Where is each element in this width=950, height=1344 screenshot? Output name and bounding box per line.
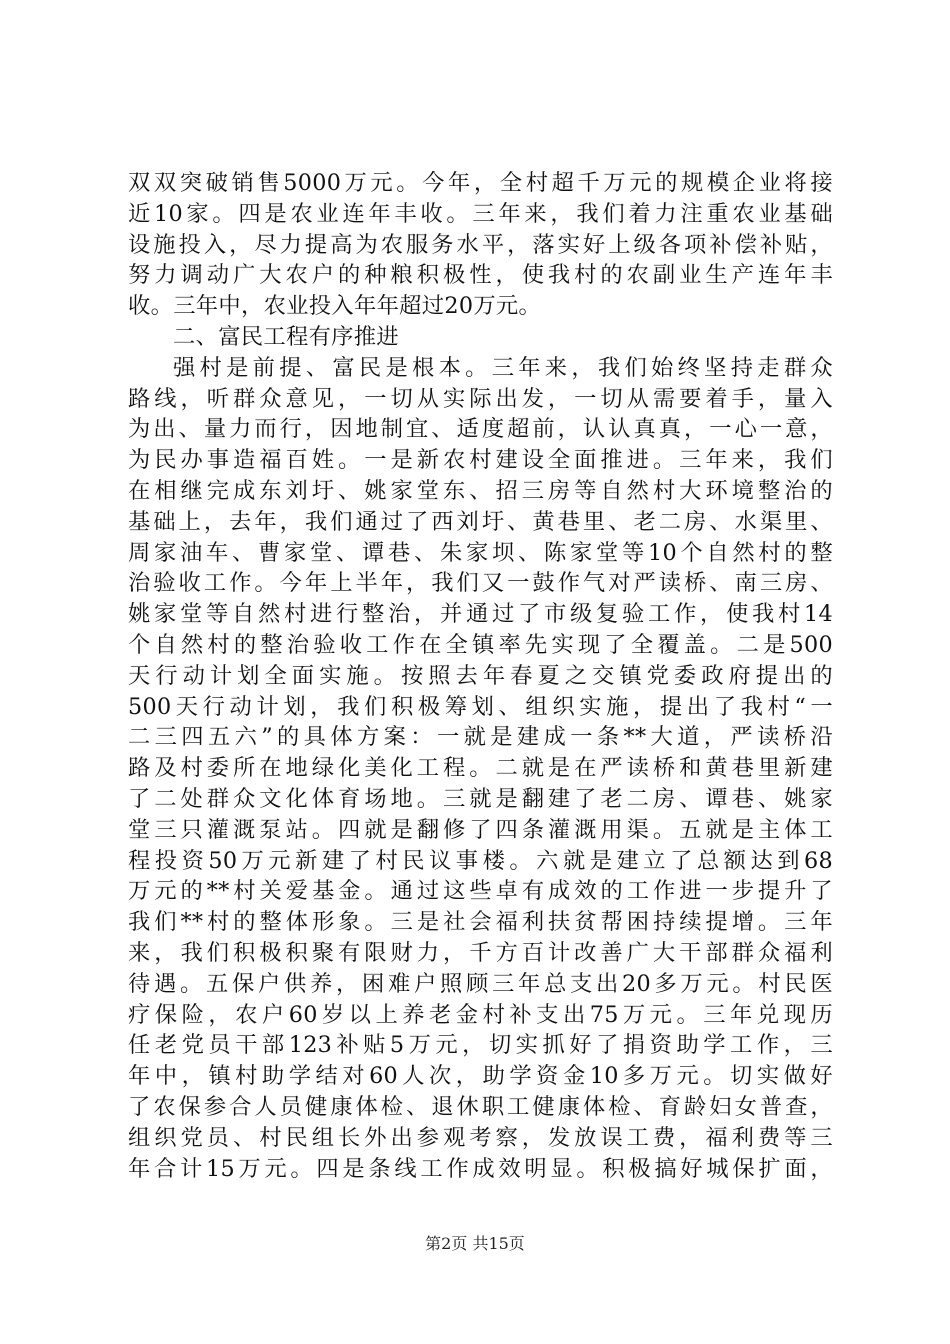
text-line: 了二处群众文化体育场地。三就是翻建了老二房、谭巷、姚家	[128, 785, 833, 812]
text-line: 来，我们积极积聚有限财力，千方百计改善广大干部群众福利	[128, 939, 833, 966]
text-line: 收。三年中，农业投入年年超过20万元。	[128, 293, 542, 320]
page-number-footer: 第2页 共15页	[425, 1234, 525, 1253]
text-line: 为出、量力而行，因地制宜、适度超前，认认真真，一心一意，	[128, 416, 833, 443]
text-line: 个自然村的整治验收工作在全镇率先实现了全覆盖。二是500	[128, 631, 833, 658]
text-line: 年中，镇村助学结对60人次，助学资金10多万元。切实做好	[128, 1063, 833, 1090]
text-line: 为民办事造福百姓。一是新农村建设全面推进。三年来，我们	[128, 447, 833, 474]
text-line: 设施投入，尽力提高为农服务水平，落实好上级各项补偿补贴，	[128, 231, 833, 258]
text-line: 程投资50万元新建了村民议事楼。六就是建立了总额达到68	[128, 847, 833, 874]
text-line: 路线，听群众意见，一切从实际出发，一切从需要着手，量入	[128, 385, 833, 412]
document-body	[128, 168, 833, 1184]
text-line: 周家油车、曹家堂、谭巷、朱家坝、陈家堂等10个自然村的整	[128, 539, 833, 566]
text-line: 近10家。四是农业连年丰收。三年来，我们着力注重农业基础	[128, 200, 833, 227]
text-line: 任老党员干部123补贴5万元，切实抓好了捐资助学工作，三	[128, 1032, 833, 1059]
text-line: 在相继完成东刘圩、姚家堂东、招三房等自然村大环境整治的	[128, 477, 833, 504]
section-heading: 二、富民工程有序推进	[173, 323, 399, 350]
text-line: 路及村委所在地绿化美化工程。二就是在严读桥和黄巷里新建	[128, 755, 833, 782]
text-line: 姚家堂等自然村进行整治，并通过了市级复验工作，使我村14	[128, 601, 833, 628]
text-line: 堂三只灌溉泵站。四就是翻修了四条灌溉用渠。五就是主体工	[128, 816, 833, 843]
text-line: 待遇。五保户供养，困难户照顾三年总支出20多万元。村民医	[128, 970, 833, 997]
text-line: 努力调动广大农户的种粮积极性，使我村的农副业生产连年丰	[128, 262, 833, 289]
text-line: 二三四五六”的具体方案：一就是建成一条**大道，严读桥沿	[128, 724, 833, 751]
text-line: 我们**村的整体形象。三是社会福利扶贫帮困持续提增。三年	[128, 909, 833, 936]
text-line: 双双突破销售5000万元。今年，全村超千万元的规模企业将接	[128, 170, 833, 196]
text-line: 强村是前提、富民是根本。三年来，我们始终坚持走群众	[173, 354, 833, 381]
text-line: 基础上，去年，我们通过了西刘圩、黄巷里、老二房、水渠里、	[128, 508, 833, 535]
text-line: 疗保险，农户60岁以上养老金村补支出75万元。三年兑现历	[128, 1001, 833, 1028]
text-line: 组织党员、村民组长外出参观考察，发放误工费，福利费等三	[128, 1124, 833, 1151]
text-line: 天行动计划全面实施。按照去年春夏之交镇党委政府提出的	[128, 662, 833, 689]
text-line: 年合计15万元。四是条线工作成效明显。积极搞好城保扩面，	[128, 1155, 833, 1182]
text-line: 治验收工作。今年上半年，我们又一鼓作气对严读桥、南三房、	[128, 570, 833, 597]
text-line: 了农保参合人员健康体检、退休职工健康体检、育龄妇女普查，	[128, 1093, 833, 1120]
text-line: 万元的**村关爱基金。通过这些卓有成效的工作进一步提升了	[128, 878, 833, 905]
text-line: 500天行动计划，我们积极筹划、组织实施，提出了我村“一	[128, 693, 833, 720]
